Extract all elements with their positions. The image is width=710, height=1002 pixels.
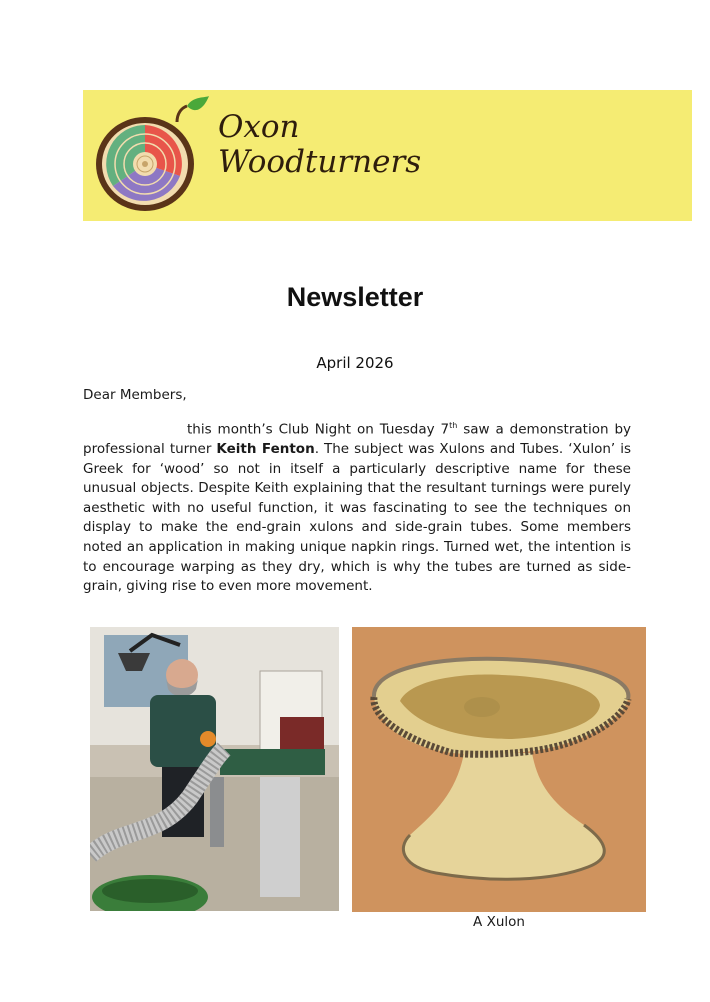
header-banner [83, 90, 692, 221]
body-part-3: . The subject was Xulons and Tubes. ‘Xulon’ is Greek for ‘wood’ so not in itself a particularly descriptive name for these unusual objects. Despite Keith explaining that the resultant turnings were purely aesthetic with no useful function, it was fascinating to see the techniques on display to make the end-grain xulons and side-grain tubes. Some members noted an application in making unique napkin rings. Turned wet, the intention is to encourage warping as they dry, which is why the tubes are turned as side-grain, giving rise to even more movement. [83, 441, 631, 595]
photo-caption: A Xulon [473, 914, 525, 930]
body-part-2: saw a demonstration by professional turner [83, 421, 632, 458]
body-part-1: this month’s Club Night on Tuesday 7 [187, 421, 450, 438]
club-name-line-2: Woodturners [218, 144, 422, 180]
page-title: Newsletter [286, 282, 424, 312]
wood-slice-logo-icon [93, 94, 215, 218]
issue-date: April 2026 [316, 354, 394, 372]
greeting: Dear Members, [83, 387, 187, 403]
club-name [218, 110, 421, 180]
article-body [83, 416, 631, 597]
demonstration-photo [90, 627, 339, 911]
club-name-line-1: Oxon [218, 109, 300, 145]
ordinal-suffix: th [449, 421, 458, 430]
xulon-photo [352, 627, 646, 912]
presenter-name: Keith Fenton [216, 441, 315, 458]
